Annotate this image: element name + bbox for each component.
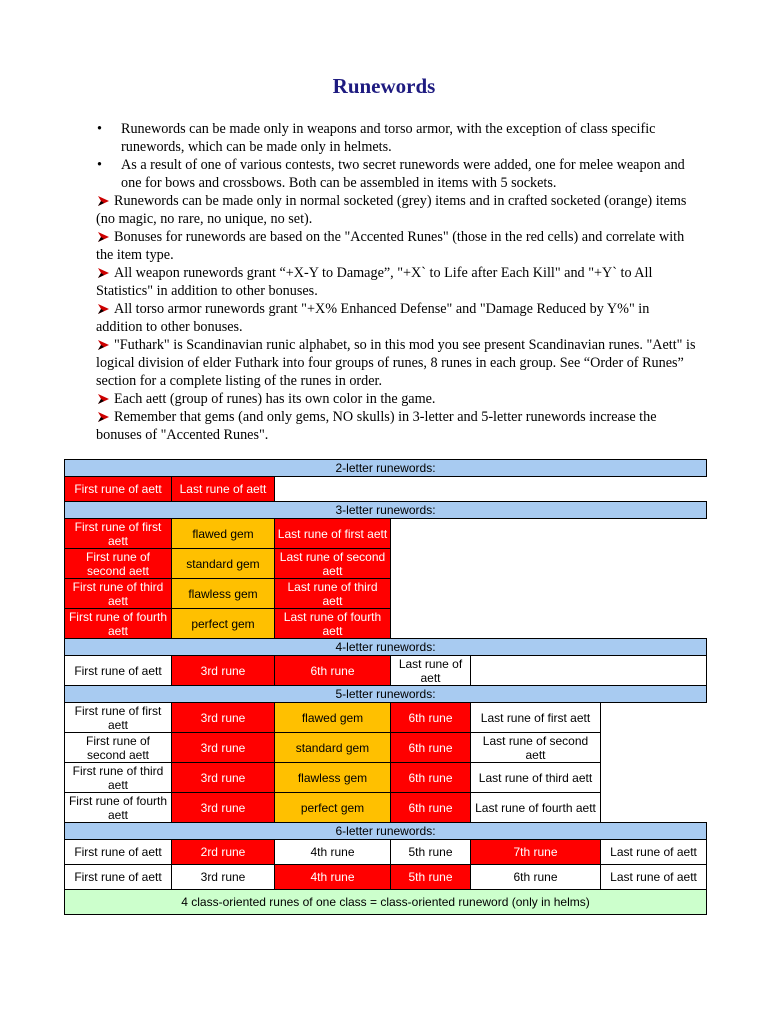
table-cell: First rune of aett	[65, 865, 172, 890]
table-cell: Last rune of second aett	[275, 549, 391, 579]
table-cell: 3rd rune	[172, 865, 275, 890]
table-cell: flawless gem	[172, 579, 275, 609]
table-cell: First rune of first aett	[65, 703, 172, 733]
table-cell: Last rune of fourth aett	[275, 609, 391, 639]
table-cell: Last rune of aett	[601, 840, 707, 865]
table-cell: standard gem	[275, 733, 391, 763]
table-cell: flawed gem	[275, 703, 391, 733]
arrow-item: All torso armor runewords grant "+X% Enhanced Defense" and "Damage Reduced by Y%" in addition to other bonuses.	[96, 301, 650, 335]
table-cell: Last rune of aett	[391, 656, 471, 686]
table-row	[65, 840, 707, 865]
runeword-table	[64, 459, 707, 915]
table-cell: First rune of first aett	[65, 519, 172, 549]
table-cell: standard gem	[172, 549, 275, 579]
arrow-item: "Futhark" is Scandinavian runic alphabet, so in this mod you see present Scandinavian runes. "Aett" is logical division of elder Futhark into four groups of runes, 8 runes in each group. See “Order of Runes” section for a complete listing of the runes in order.	[96, 337, 696, 389]
table-cell: 4th rune	[275, 865, 391, 890]
rules-text	[96, 120, 696, 444]
arrow-bullet-icon	[96, 231, 110, 243]
arrow-item: Remember that gems (and only gems, NO skulls) in 3-letter and 5-letter runewords increase the bonuses of "Accented Runes".	[96, 409, 657, 443]
table-cell: 2rd rune	[172, 840, 275, 865]
table-cell: 5th rune	[391, 865, 471, 890]
bullet-item: • As a result of one of various contests, two secret runewords were added, one for melee weapon and one for bows and crossbows. Both can be assembled in items with 5 sockets.	[97, 157, 685, 191]
table-cell: 3rd rune	[172, 763, 275, 793]
table-cell: flawed gem	[172, 519, 275, 549]
table-cell: First rune of second aett	[65, 733, 172, 763]
table-row	[65, 609, 707, 639]
table-cell: First rune of fourth aett	[65, 793, 172, 823]
table-row	[65, 519, 707, 549]
table-section-header: 6-letter runewords:	[65, 823, 707, 840]
table-cell: First rune of aett	[65, 656, 172, 686]
table-cell: Last rune of aett	[601, 865, 707, 890]
table-cell: Last rune of third aett	[275, 579, 391, 609]
table-cell: First rune of aett	[65, 477, 172, 502]
table-row	[65, 793, 707, 823]
bullet-dot-icon: •	[97, 121, 102, 137]
arrow-item: Each aett (group of runes) has its own color in the game.	[96, 390, 696, 408]
arrow-bullet-icon	[96, 267, 110, 279]
table-section-header: 3-letter runewords:	[65, 502, 707, 519]
table-footer-note: 4 class-oriented runes of one class = class-oriented runeword (only in helms)	[65, 890, 707, 915]
table-cell: Last rune of second aett	[471, 733, 601, 763]
table-row	[65, 579, 707, 609]
table-cell: Last rune of first aett	[471, 703, 601, 733]
arrow-bullet-icon	[96, 393, 110, 405]
table-cell: Last rune of aett	[172, 477, 275, 502]
table-cell: 6th rune	[275, 656, 391, 686]
table-row	[65, 733, 707, 763]
table-row	[65, 656, 707, 686]
table-cell: 6th rune	[471, 865, 601, 890]
table-cell: 6th rune	[391, 703, 471, 733]
table-cell: perfect gem	[172, 609, 275, 639]
table-cell: 6th rune	[391, 733, 471, 763]
table-cell: 3rd rune	[172, 703, 275, 733]
table-cell: 3rd rune	[172, 733, 275, 763]
arrow-bullet-icon	[96, 339, 110, 351]
table-section-header: 2-letter runewords:	[65, 460, 707, 477]
arrow-item: All weapon runewords grant “+X-Y to Damage”, "+X` to Life after Each Kill" and "+Y` to All Statistics" in addition to other bonuses.	[96, 265, 653, 299]
bullet-item: • Runewords can be made only in weapons and torso armor, with the exception of class specific runewords, which can be made only in helmets.	[97, 121, 656, 155]
table-cell: 6th rune	[391, 763, 471, 793]
table-cell: 3rd rune	[172, 793, 275, 823]
table-cell: Last rune of fourth aett	[471, 793, 601, 823]
table-cell: 6th rune	[391, 793, 471, 823]
table-cell: First rune of second aett	[65, 549, 172, 579]
arrow-item: Runewords can be made only in normal socketed (grey) items and in crafted socketed (orange) items (no magic, no rare, no unique, no set).	[96, 193, 687, 227]
table-cell: First rune of third aett	[65, 763, 172, 793]
table-cell: Last rune of first aett	[275, 519, 391, 549]
table-row	[65, 703, 707, 733]
table-section-header: 4-letter runewords:	[65, 639, 707, 656]
table-cell: 4th rune	[275, 840, 391, 865]
table-section-header: 5-letter runewords:	[65, 686, 707, 703]
arrow-bullet-icon	[96, 303, 110, 315]
table-cell: First rune of third aett	[65, 579, 172, 609]
table-row	[65, 865, 707, 890]
bullet-dot-icon: •	[97, 157, 102, 173]
table-row	[65, 763, 707, 793]
table-cell: 3rd rune	[172, 656, 275, 686]
table-cell: Last rune of third aett	[471, 763, 601, 793]
table-row	[65, 549, 707, 579]
table-cell: 7th rune	[471, 840, 601, 865]
table-cell: 5th rune	[391, 840, 471, 865]
table-cell: perfect gem	[275, 793, 391, 823]
table-cell: flawless gem	[275, 763, 391, 793]
arrow-bullet-icon	[96, 411, 110, 423]
page-title: Runewords	[332, 74, 436, 98]
arrow-item: Bonuses for runewords are based on the "Accented Runes" (those in the red cells) and correlate with the item type.	[96, 229, 685, 263]
arrow-bullet-icon	[96, 195, 110, 207]
table-cell: First rune of aett	[65, 840, 172, 865]
table-cell: First rune of fourth aett	[65, 609, 172, 639]
